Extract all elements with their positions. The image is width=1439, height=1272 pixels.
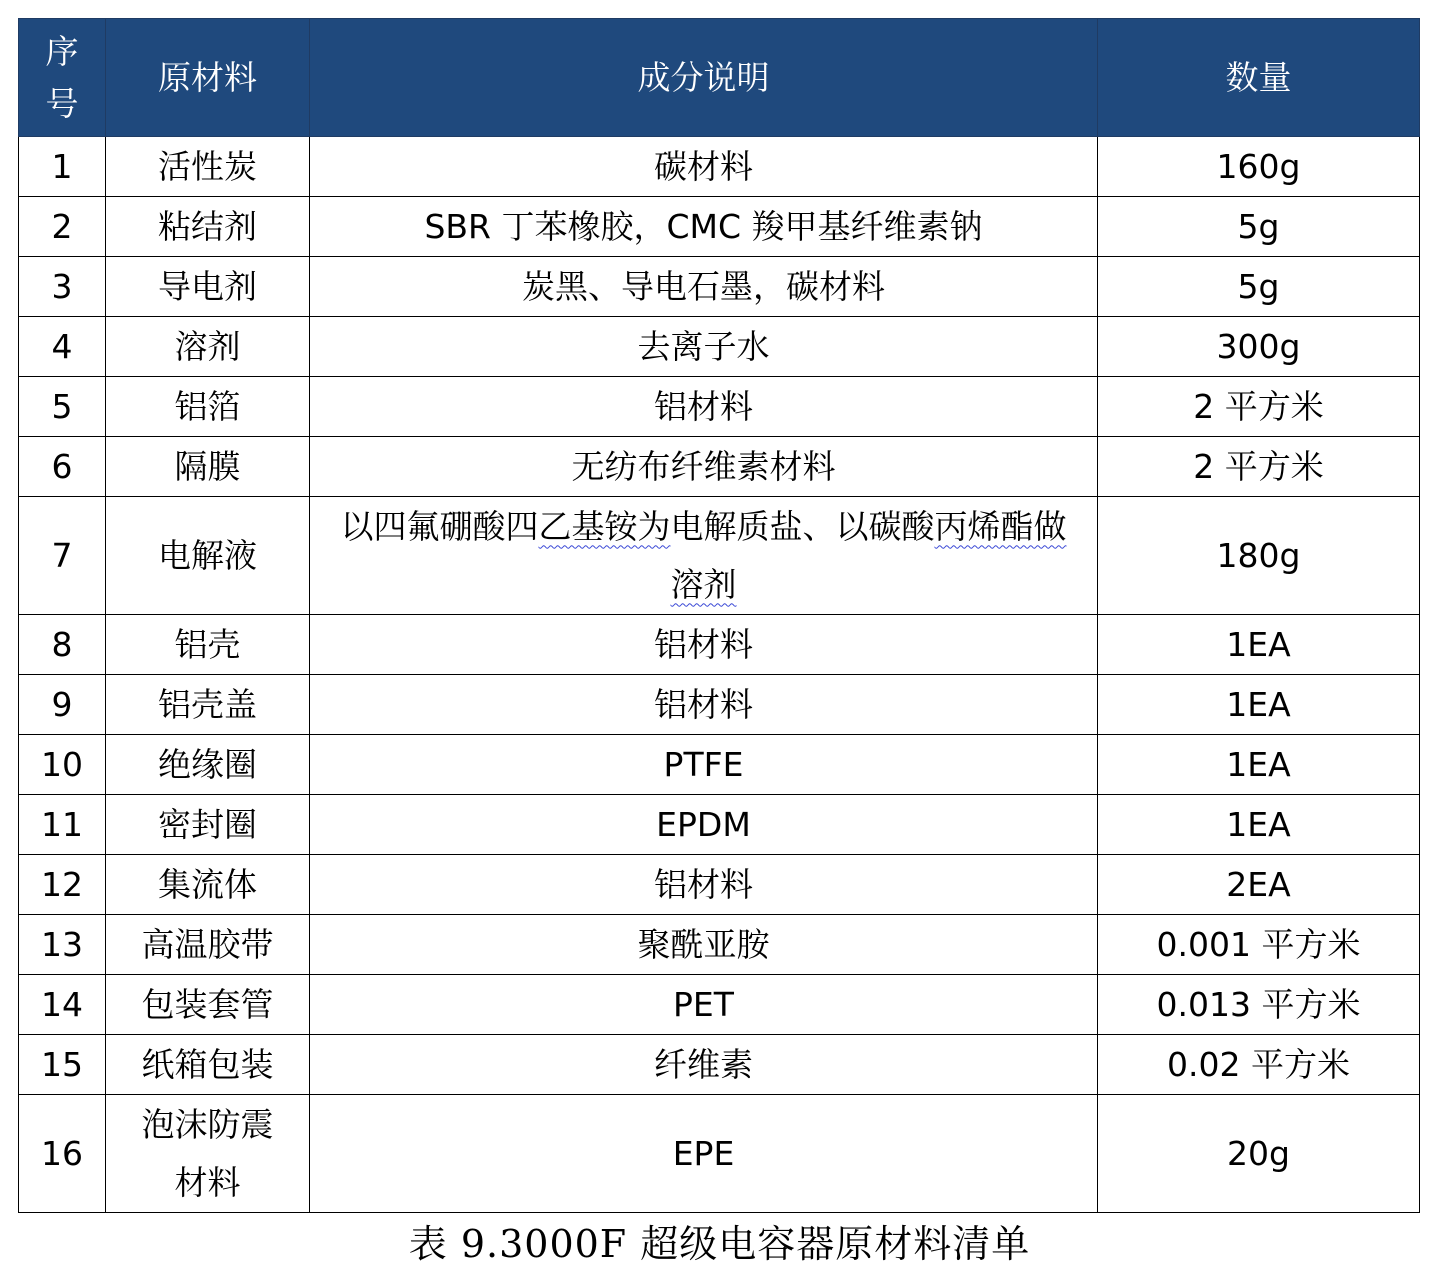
- cell-composition: EPDM: [310, 795, 1098, 855]
- cell-composition: 无纺布纤维素材料: [310, 437, 1098, 497]
- cell-no: 9: [19, 675, 106, 735]
- cell-no: 2: [19, 197, 106, 257]
- cell-quantity: 300g: [1098, 317, 1420, 377]
- cell-quantity: 180g: [1098, 497, 1420, 615]
- cell-no: 6: [19, 437, 106, 497]
- cell-no: 15: [19, 1035, 106, 1095]
- cell-quantity: 2 平方米: [1098, 377, 1420, 437]
- cell-composition: EPE: [310, 1095, 1098, 1213]
- cell-material: 绝缘圈: [106, 735, 310, 795]
- cell-quantity: 1EA: [1098, 735, 1420, 795]
- cell-no: 3: [19, 257, 106, 317]
- cell-material: 包装套管: [106, 975, 310, 1035]
- table-row: [19, 257, 1420, 317]
- header-quantity: 数量: [1098, 19, 1420, 137]
- cell-composition: PTFE: [310, 735, 1098, 795]
- table-row: [19, 735, 1420, 795]
- cell-quantity: 5g: [1098, 197, 1420, 257]
- cell-composition: 铝材料: [310, 377, 1098, 437]
- cell-material: 活性炭: [106, 137, 310, 197]
- materials-table: [18, 18, 1420, 1213]
- cell-quantity: 20g: [1098, 1095, 1420, 1213]
- table-row: [19, 1035, 1420, 1095]
- table-row: [19, 437, 1420, 497]
- cell-quantity: 1EA: [1098, 795, 1420, 855]
- cell-no: 13: [19, 915, 106, 975]
- header-material: 原材料: [106, 19, 310, 137]
- cell-composition: 聚酰亚胺: [310, 915, 1098, 975]
- table-caption: 表 9.3000F 超级电容器原材料清单: [408, 1222, 1031, 1266]
- cell-no: 14: [19, 975, 106, 1035]
- cell-quantity: 5g: [1098, 257, 1420, 317]
- table-row: [19, 615, 1420, 675]
- cell-material: 导电剂: [106, 257, 310, 317]
- cell-no: 1: [19, 137, 106, 197]
- material-text: [142, 1096, 274, 1212]
- table-row: [19, 497, 1420, 615]
- cell-quantity: 0.013 平方米: [1098, 975, 1420, 1035]
- cell-composition: 炭黑、导电石墨，碳材料: [310, 257, 1098, 317]
- spellcheck-flagged-text: 丙烯酯做: [934, 506, 1067, 546]
- table-row: [19, 317, 1420, 377]
- cell-material: [106, 1095, 310, 1213]
- cell-material: 铝壳盖: [106, 675, 310, 735]
- table-header-row: [19, 19, 1420, 137]
- cell-quantity: 0.001 平方米: [1098, 915, 1420, 975]
- cell-composition: 去离子水: [310, 317, 1098, 377]
- material-part: 材料: [174, 1162, 241, 1202]
- cell-composition: [310, 497, 1098, 615]
- table-row: [19, 795, 1420, 855]
- cell-material: 集流体: [106, 855, 310, 915]
- cell-material: 纸箱包装: [106, 1035, 310, 1095]
- cell-material: 铝箔: [106, 377, 310, 437]
- cell-material: 溶剂: [106, 317, 310, 377]
- table-row: [19, 1095, 1420, 1213]
- cell-quantity: 2EA: [1098, 855, 1420, 915]
- cell-composition: 纤维素: [310, 1035, 1098, 1095]
- material-part: 泡沫防震: [141, 1104, 274, 1144]
- cell-quantity: 1EA: [1098, 675, 1420, 735]
- cell-no: 4: [19, 317, 106, 377]
- table-row: [19, 915, 1420, 975]
- cell-no: 11: [19, 795, 106, 855]
- cell-material: 电解液: [106, 497, 310, 615]
- header-seq: [19, 19, 106, 137]
- cell-no: 5: [19, 377, 106, 437]
- table-row: [19, 377, 1420, 437]
- table-row: [19, 197, 1420, 257]
- cell-material: 隔膜: [106, 437, 310, 497]
- cell-no: 12: [19, 855, 106, 915]
- header-seq-line1: 序: [45, 31, 79, 71]
- composition-part: 以四氟硼酸四: [340, 506, 539, 546]
- table-row: [19, 975, 1420, 1035]
- cell-quantity: 0.02 平方米: [1098, 1035, 1420, 1095]
- cell-no: 7: [19, 497, 106, 615]
- cell-composition: PET: [310, 975, 1098, 1035]
- spellcheck-flagged-text: 乙基铵为: [538, 506, 671, 546]
- cell-material: 铝壳: [106, 615, 310, 675]
- cell-material: 高温胶带: [106, 915, 310, 975]
- cell-quantity: 160g: [1098, 137, 1420, 197]
- header-composition: 成分说明: [310, 19, 1098, 137]
- cell-quantity: 1EA: [1098, 615, 1420, 675]
- cell-composition: SBR 丁苯橡胶，CMC 羧甲基纤维素钠: [310, 197, 1098, 257]
- cell-composition: 铝材料: [310, 675, 1098, 735]
- cell-no: 10: [19, 735, 106, 795]
- cell-material: 粘结剂: [106, 197, 310, 257]
- cell-composition: 铝材料: [310, 615, 1098, 675]
- cell-composition: 碳材料: [310, 137, 1098, 197]
- spellcheck-flagged-text: 溶剂: [670, 564, 737, 604]
- table-row: [19, 855, 1420, 915]
- composition-text: [341, 498, 1067, 614]
- cell-no: 16: [19, 1095, 106, 1213]
- table-row: [19, 675, 1420, 735]
- cell-quantity: 2 平方米: [1098, 437, 1420, 497]
- cell-material: 密封圈: [106, 795, 310, 855]
- header-seq-line2: 号: [45, 83, 79, 123]
- composition-part: 电解质盐、以碳酸: [670, 506, 935, 546]
- table-row: [19, 137, 1420, 197]
- cell-composition: 铝材料: [310, 855, 1098, 915]
- cell-no: 8: [19, 615, 106, 675]
